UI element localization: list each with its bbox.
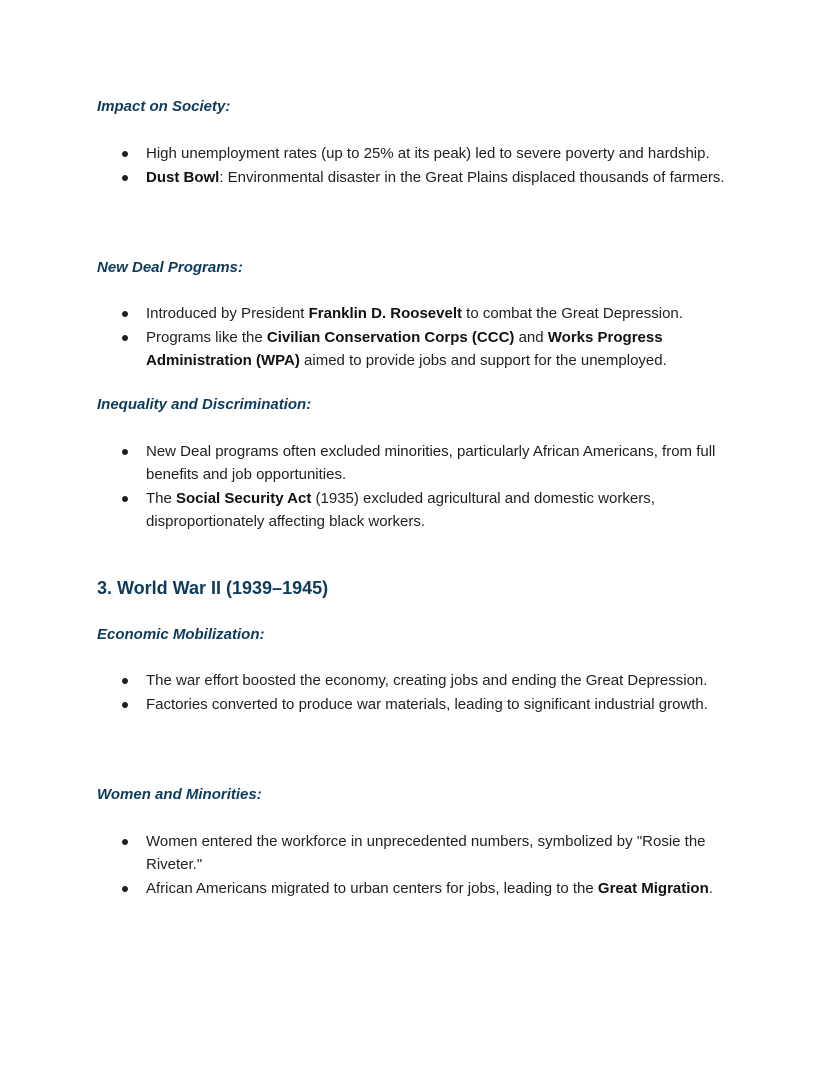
list-item: The war effort boosted the economy, creating jobs and ending the Great Depression. (0, 669, 828, 692)
bullet-icon (122, 702, 128, 708)
list-item: High unemployment rates (up to 25% at its peak) led to severe poverty and hardship. (0, 142, 828, 165)
bullet-icon (122, 496, 128, 502)
impact-list (0, 142, 828, 189)
list-item: New Deal programs often excluded minorities, particularly African Americans, from full benefits and job opportunities. (0, 440, 828, 486)
women-minorities-list (0, 830, 828, 900)
subheading-inequality-and-discrimination: Inequality and Discrimination: (97, 396, 312, 413)
list-item: Introduced by President Franklin D. Roosevelt to combat the Great Depression. (0, 302, 828, 325)
subheading-new-deal-programs: New Deal Programs: (97, 259, 243, 276)
economic-list (0, 669, 828, 716)
bullet-icon (122, 175, 128, 181)
subheading-impact-on-society: Impact on Society: (97, 98, 231, 115)
bullet-icon (122, 311, 128, 317)
bullet-icon (122, 678, 128, 684)
bullet-icon (122, 449, 128, 455)
list-item: Programs like the Civilian Conservation Corps (CCC) and Works Progress Administration (WPA) aimed to provide jobs and support for the unemployed. (0, 326, 828, 372)
list-item: Dust Bowl: Environmental disaster in the Great Plains displaced thousands of farmers. (0, 166, 828, 189)
bullet-icon (122, 335, 128, 341)
new-deal-list (0, 302, 828, 372)
subheading-women-and-minorities: Women and Minorities: (97, 786, 262, 803)
bullet-icon (122, 151, 128, 157)
list-item: African Americans migrated to urban centers for jobs, leading to the Great Migration. (0, 877, 828, 900)
bullet-icon (122, 839, 128, 845)
list-item: Factories converted to produce war materials, leading to significant industrial growth. (0, 693, 828, 716)
list-item: The Social Security Act (1935) excluded agricultural and domestic workers, disproportionately affecting black workers. (0, 487, 828, 533)
inequality-list (0, 440, 828, 533)
section-title-world-war-ii: 3. World War II (1939–1945) (97, 578, 329, 598)
bullet-icon (122, 886, 128, 892)
subheading-economic-mobilization: Economic Mobilization: (97, 626, 265, 643)
list-item: Women entered the workforce in unprecedented numbers, symbolized by "Rosie the Riveter." (0, 830, 828, 876)
